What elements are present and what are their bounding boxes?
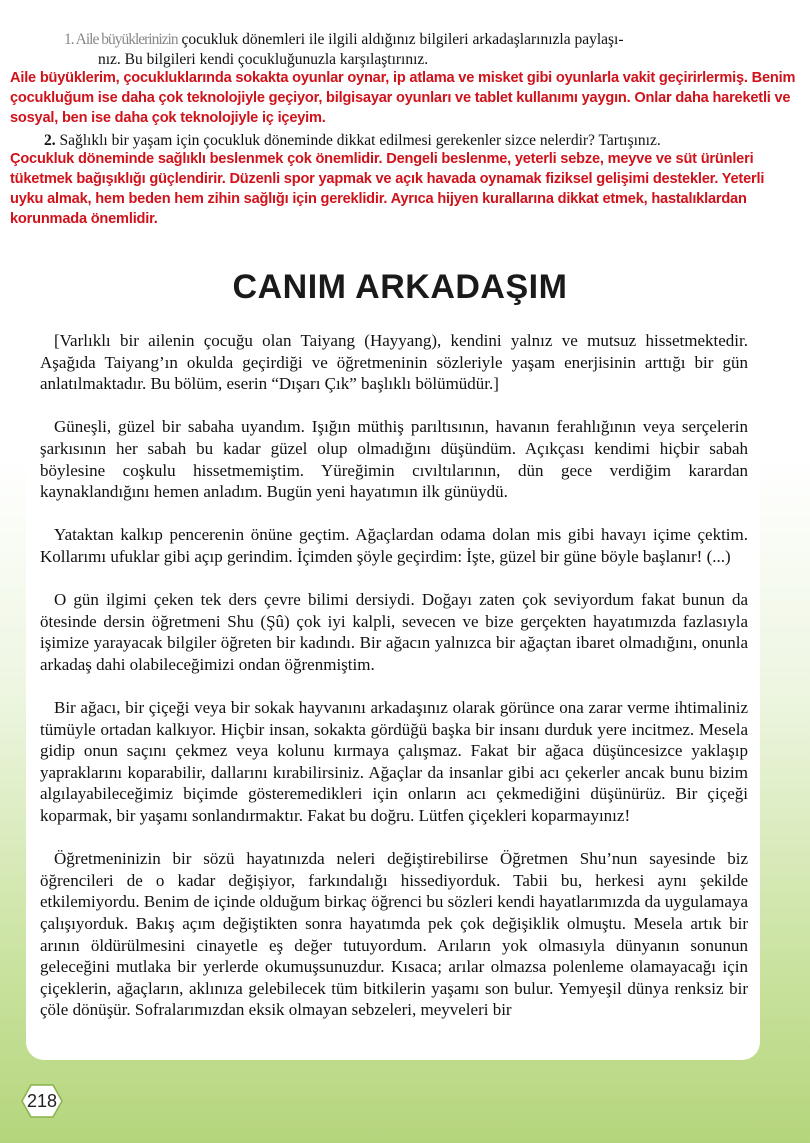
obscured-text: 1. Aile büyüklerinizin xyxy=(64,31,178,48)
page-number-badge xyxy=(21,1084,63,1118)
question-2-number: 2. xyxy=(44,132,56,149)
paragraph: Güneşli, güzel bir sabaha uyandım. Işığın müthiş parıltısının, havanın ferahlığının veya serçelerin şarkısının her sabah bu kadar güzel olup olmadığını düşündüm. Açıkçası kendimi hiçbir sabah böylesine coşkulu hissetmemiştim. Yüreğimin cıvıltılarının, dün gece verdiğim karardan kaynaklandığını hemen anladım. Bugün yeni hayatımın ilk günüydü. xyxy=(40,417,748,502)
page-number: 218 xyxy=(26,1091,58,1111)
paragraph: Bir ağacı, bir çiçeği veya bir sokak hayvanını arkadaşınız olarak görünce ona zarar verme ihtimaliniz tümüyle ortadan kalkıyor. Hiçbir insan, sokakta gördüğü başka bir insanı durduk yere incitmez. Mesela gidip onun saçını çekmez veya kolunu kırmaya çalışmaz. Fakat bir ağaca düşüncesizce yaklaşıp yapraklarını koparabilir, dallarını kırabilirsiniz. Ağaçlar da insanlar gibi acı çekerler ancak bunu bizim algılayabileceğimiz biçimde gösteremedikleri için onların acı çekmediğini düşünürüz. Bir çiçeği koparmak, bir yaşamı sonlandırmaktır. Fakat bu doğru. Lütfen çiçekleri koparmayınız! xyxy=(40,698,748,826)
question-1 xyxy=(34,30,784,70)
paragraph: [Varlıklı bir ailenin çocuğu olan Taiyang (Hayyang), kendini yalnız ve mutsuz hissetmektedir. Aşağıda Taiyang’ın okulda geçirdiği ve öğretmeninin sözleriyle yaşam enerjisinin arttığı bir gün anlatılmaktadır. Bu bölüm, eserin “Dışarı Çık” başlıklı bölümüdür.] xyxy=(40,331,748,394)
question-2 xyxy=(34,131,764,151)
question-1-text-cont: nız. Bu bilgileri kendi çocukluğunuzla karşılaştırınız. xyxy=(98,51,429,68)
answer-1: Aile büyüklerim, çocukluklarında sokakta oyunlar oynar, ip atlama ve misket gibi oyunlarla vakit geçirirlermiş. Benim çocukluğum ise daha çok teknolojiyle geçiyor, bilgisayar oyunları ve tablet kullanımı yaygın. Onlar daha hareketli ve sosyal, ben ise daha çok teknolojiyle iç içeyim. xyxy=(10,70,796,126)
question-2-text: Sağlıklı bir yaşam için çocukluk döneminde dikkat edilmesi gerekenler sizce nelerdir? Tartışınız. xyxy=(59,132,661,149)
reading-text xyxy=(40,330,748,1043)
page-title: CANIM ARKADAŞIM xyxy=(232,268,568,306)
paragraph: Yataktan kalkıp pencerenin önüne geçtim. Ağaçlardan odama dolan mis gibi havayı içime çektim. Kollarımı ufuklar gibi açıp gerindim. İçimden şöyle geçirdim: İşte, güzel bir güne böyle başlanır! (...) xyxy=(40,525,748,566)
answer-2: Çocukluk döneminde sağlıklı beslenmek çok önemlidir. Dengeli beslenme, yeterli sebze, meyve ve süt ürünleri tüketmek bağışıklığı güçlendirir. Düzenli spor yapmak ve açık havada oynamak fiziksel gelişimi destekler. Yeterli uyku almak, hem beden hem zihin sağlığı için gereklidir. Ayrıca hijyen kurallarına dikkat etmek, hastalıklardan korunmada önemlidir. xyxy=(10,151,765,227)
paragraph: O gün ilgimi çeken tek ders çevre bilimi dersiydi. Doğayı zaten çok seviyordum fakat bunun da ötesinde dersin öğretmeni Shu (Şû) çok iyi kalpli, sevecen ve bize gerçekten hayatımızda fazlasıyla işimize yarayacak bilgiler öğreten bir kadındı. Bir ağacın yalnızca bir ağaçtan ibaret olmadığını, onunla arkadaş dahi olabileceğimizi ondan öğrenmiştim. xyxy=(40,590,748,674)
paragraph: Öğretmeninizin bir sözü hayatınızda neleri değiştirebilirse Öğretmen Shu’nun sayesinde biz öğrencileri de o kadar değişiyor, farkındalığı hissediyorduk. Tabii bu, herkesi aynı şekilde etkilemiyordu. Benim de içinde olduğum birkaç öğrenci bu sözleri kendi hayatlarımızda da uygulamaya çalışıyorduk. Bakış açım değiştikten sonra hayatımda pek çok değişiklik olmuştu. Mesela artık bir arının öldürülmesini cinayetle eş değer tutuyordum. Arıların yok olmasıyla dünyanın sonunun geleceğini mutlaka bir yerlerde okumuşsunuzdur. Kısaca; arılar olmazsa polenleme olamayacağı için çiçeklerin, ağaçların, aklınıza gelebilecek tüm bitkilerin yaşamı son bulur. Yemyeşil dünya renksiz bir çöle dönüşür. Sofralarımızdan eksik olmayan sebzeleri, meyveleri bir xyxy=(40,849,748,1020)
question-1-text: çocukluk dönemleri ile ilgili aldığınız bilgileri arkadaşlarınızla paylaşı- xyxy=(181,31,624,48)
